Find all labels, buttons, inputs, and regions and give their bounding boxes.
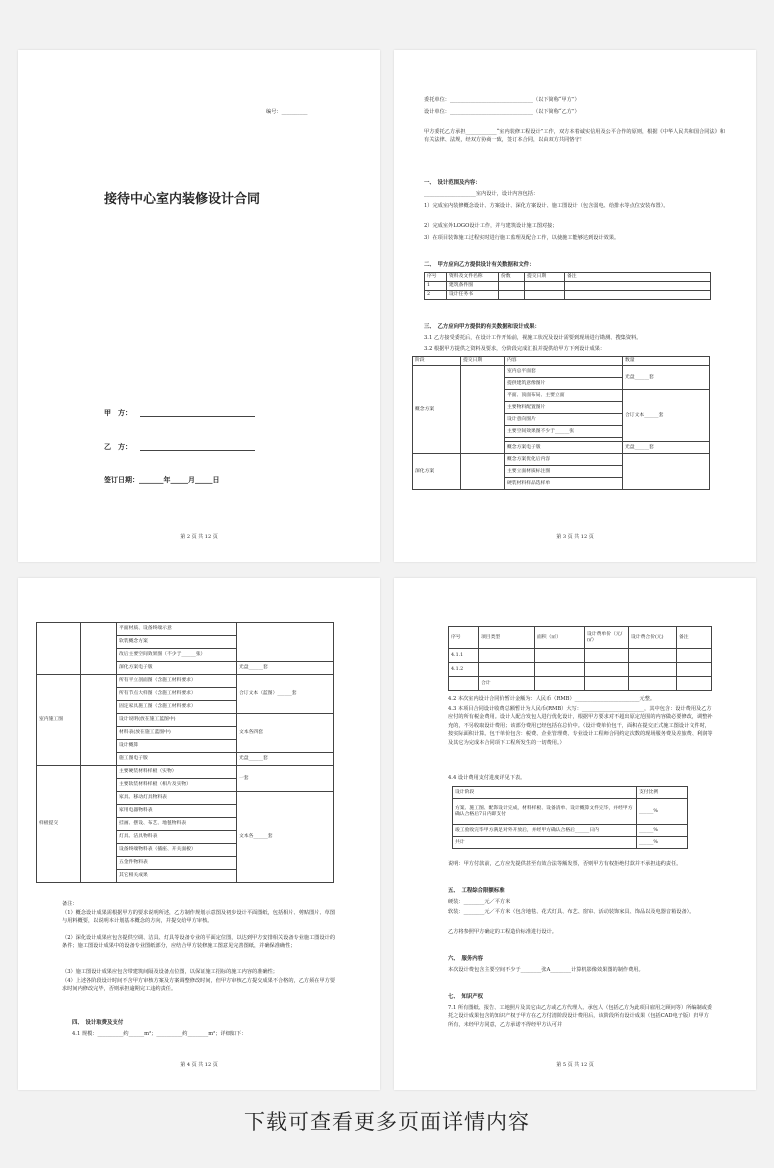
deliverables-table (412, 356, 710, 490)
table-cell: 设计说明(放在施工蓝图中) (117, 714, 237, 727)
table-cell: 家用电器物料表 (117, 805, 237, 818)
table-cell (585, 649, 629, 663)
table-cell (677, 663, 712, 677)
table-cell: 深化方案电子版 (117, 662, 237, 675)
section-5-title: 五、 工程综合限额标准 (448, 888, 505, 894)
table-cell: 灯具、洁具物料表 (117, 831, 237, 844)
stage-concept-label: 概念方案 (415, 406, 435, 412)
table-cell: 主要空间效果图不少于______张 (505, 426, 623, 438)
s6-line-1: 本次设计费包含主要空间不少于________张A________计算机影像效果图的制作费用。 (448, 967, 644, 973)
s1-line-2: 1）完成室内装修概念设计、方案设计、深化方案设计、施工图设计（包含弱电、给排水等点位安装布置）。 (424, 203, 669, 209)
page-footer: 第 4 页 共 12 页 (180, 1062, 218, 1068)
table-header-row (449, 627, 712, 649)
stage-deep-label: 深化方案 (413, 454, 461, 490)
fee-table (448, 626, 712, 691)
table-row (413, 366, 710, 378)
table-cell (525, 282, 565, 291)
section-2-title: 二、 甲方应向乙方提供设计有关数据和文件： (424, 262, 535, 268)
s3-line-2: 3.2 根据甲方提供之资料及要求，分阶段完成汇报并提供给甲方下列设计成果： (424, 346, 606, 352)
client-line: 委托单位：________________________________（以下简称“甲方”） (424, 97, 580, 103)
payment-table (452, 786, 688, 849)
table-cell (565, 291, 711, 300)
table-cell: 五金件物料表 (117, 857, 237, 870)
deliverables-table-continued (36, 622, 334, 883)
table-cell (677, 649, 712, 663)
s1-line-4: 3）在项目装饰施工过程实时进行施工监理及配合工作，以使施工能够达到设计效果。 (424, 235, 620, 241)
table-header-cell: 份数 (499, 273, 525, 282)
note-3: （3）施工图设计成果应包含带建筑间隔及设备点位图，以保证施工招标的施工内容的准确性； (62, 969, 278, 975)
table-cell: 材料表(放在施工蓝图中) (117, 727, 237, 740)
party-b-line (140, 450, 255, 451)
table-cell (535, 663, 585, 677)
contractor-line: 设计单位：________________________________（以下简称“乙方”） (424, 109, 580, 115)
table-cell: 挂画、摆设、布艺、地毯物料表 (117, 818, 237, 831)
table-row (37, 766, 334, 779)
table-header-cell: 设计费合价(元) (629, 627, 677, 649)
table-row (413, 454, 710, 466)
table-cell (81, 766, 117, 883)
party-b-label: 乙 方： (104, 442, 132, 451)
table-cell: 改后主要空间效果图（不少于______张） (117, 649, 237, 662)
table-cell: 文本各四套 (237, 714, 334, 753)
table-cell: 设备终端物料表（插座、开关面板） (117, 844, 237, 857)
table-cell: 其它相关成果 (117, 870, 237, 883)
table-header-cell: 备注 (565, 273, 711, 282)
contract-title: 接待中心室内装修设计合同 (104, 192, 261, 207)
stage-cd-label: 室内施工图 (37, 675, 81, 766)
s5-line-1: 硬装：________元／平方米 (448, 899, 511, 905)
table-row (37, 623, 334, 636)
documents-table (424, 272, 711, 300)
table-row (453, 799, 688, 825)
table-cell (237, 623, 334, 662)
page-cover (18, 50, 380, 562)
table-row (37, 675, 334, 688)
table-cell: 合计 (479, 677, 535, 691)
page-footer: 第 3 页 共 12 页 (556, 534, 594, 540)
table-cell: 主要物料配置图片 (505, 402, 623, 414)
table-cell (623, 454, 710, 490)
table-cell: ______% (637, 825, 688, 837)
table-cell: 提供建筑意像图片 (505, 378, 623, 390)
table-row (449, 649, 712, 663)
table-row (453, 825, 688, 837)
table-header-cell: 阶段 (413, 357, 461, 366)
table-cell: 光盘______套 (237, 753, 334, 766)
table-cell (461, 366, 505, 454)
table-cell: 固定家具施工图（含施工材料要求） (117, 701, 237, 714)
notes-title: 备注： (62, 901, 78, 907)
table-cell: 室内总平面套 (505, 366, 623, 378)
table-row (449, 663, 712, 677)
download-caption[interactable]: 下载可查看更多页面详情内容 (244, 1110, 530, 1134)
table-cell: 概念方案优化后内容 (505, 454, 623, 466)
table-header-cell: 内容 (505, 357, 623, 366)
table-header-row (453, 787, 688, 799)
table-cell (479, 649, 535, 663)
table-header-cell: 设计阶段 (453, 787, 637, 799)
s1-line-3: 2）完成室外LOGO设计工作，并与建筑设计施工图对接； (424, 223, 558, 229)
table-header-row (425, 273, 711, 282)
table-cell: 合订文本（蓝图）______套 (237, 675, 334, 714)
stage-sample-label: 样板提交 (37, 766, 81, 883)
table-cell: 平面材质、设备终端示意 (117, 623, 237, 636)
note-2: （2）深化设计成果应包含提供空调、洁具、灯具等设备专业的平面定位图，以达到甲方安排相关设备专业施工图设计的条件；施工图设计成果中的设备专业图纸部分，应结合甲方装修施工图意见完善图纸，并确保准确性； (62, 935, 336, 950)
table-cell: 光盘______套 (237, 662, 334, 675)
payment-note: 说明：甲方付款前，乙方应先提供甚至有效合法等额发票，否则甲方有权拒绝付款并不承担违约责任。 (448, 861, 682, 867)
party-a-label: 甲 方： (104, 408, 132, 417)
table-header-cell: 备注 (677, 627, 712, 649)
section-4-title: 四、 设计取费及支付 (72, 1020, 124, 1026)
table-cell: 1 (425, 282, 447, 291)
table-cell (629, 663, 677, 677)
note-1: （1）概念设计成果需根据甲方的要求说明所述，乙方制作规划示意图及初步设计平面图纸，包括相片、剪贴图片、草图与用料概要，以说明本计划基本概念的方向，并提交给甲方审核。 (62, 910, 336, 925)
s7-line-1: 7.1 所有图纸、报告、工地照片及其它由乙方或乙方代理人、承包人（包括乙方为此项目雇用之顾问等）所编制或委托之设计成果包含的知识产权于甲方在乙方付清阶段设计费用后，该阶段所有设计成果（包括CAD电子版）归甲方所有，未经甲方同意，乙方承诺不得经甲方认可并 (448, 1005, 713, 1028)
page-footer: 第 2 页 共 12 页 (180, 534, 218, 540)
table-header-cell: 序号 (425, 273, 447, 282)
table-cell: 主要软装材料样板（相片及实物） (117, 779, 237, 792)
payment-intro: 4.4 设计费用支付进度详见下表。 (448, 775, 526, 781)
table-cell (565, 282, 711, 291)
table-cell: 设计任务书 (447, 291, 499, 300)
table-cell (449, 677, 479, 691)
table-cell: 一套 (237, 766, 334, 792)
table-cell: 平面、顶面布局、主要立面 (505, 390, 623, 402)
table-cell: 共计 (453, 837, 637, 849)
table-header-cell: 面积（㎡） (535, 627, 585, 649)
table-header-cell: 设计费单价（元/㎡） (585, 627, 629, 649)
page-deliverables (18, 578, 380, 1090)
table-cell: 施工图电子版 (117, 753, 237, 766)
table-cell: 主要立面材质标注图 (505, 466, 623, 478)
table-row (453, 837, 688, 849)
table-cell (585, 677, 629, 691)
table-cell (461, 454, 505, 490)
table-header-cell: 数量 (623, 357, 710, 366)
table-cell (525, 291, 565, 300)
table-cell: 4.1.1 (449, 649, 479, 663)
table-cell: ______% (637, 799, 688, 825)
table-cell (585, 663, 629, 677)
s4-line-1: 4.1 规模：__________约______m²；__________约________m²；详细如下： (72, 1031, 247, 1037)
page-fees (394, 578, 756, 1090)
table-cell: 家具、移动灯具物料表 (117, 792, 237, 805)
s5-line-2: 软装：________元／平方米（包含地毯、花式灯具、布艺、窗帘、活动装饰家具、饰品以及电器音箱设备）。 (448, 909, 695, 915)
table-cell: 所有节点大样图（含施工材料要求） (117, 688, 237, 701)
table-cell: 建筑条件图 (447, 282, 499, 291)
s1-line-1: ____________________室内设计，设计内容包括： (424, 191, 539, 197)
table-cell (37, 623, 81, 675)
table-header-cell: 支付比例 (637, 787, 688, 799)
page-scope (394, 50, 756, 562)
table-cell: 设计概算 (117, 740, 237, 753)
table-cell (535, 649, 585, 663)
table-cell: 所有平立剖面图（含施工材料要求） (117, 675, 237, 688)
table-cell (677, 677, 712, 691)
table-header-cell: 项目类型 (479, 627, 535, 649)
section-7-title: 七、 知识产权 (448, 994, 484, 1000)
table-cell: 方案、施工图、配饰设计完成，材料样板、设备清单、设计概算文件完毕，并经甲方确认合格后7日内即支付 (453, 799, 637, 825)
table-cell (479, 663, 535, 677)
table-cell: 合订文本______套 (623, 390, 710, 442)
note-4: （4）上述各阶段设计时间不含甲方审核方案及方案调整修改时间，但甲方审核乙方提交成果不合格的，乙方须在甲方要求时间内修改完毕，否则承担逾期完工违约责任。 (62, 978, 336, 993)
table-header-cell: 提交日期 (461, 357, 505, 366)
table-cell (81, 623, 117, 675)
table-cell (535, 677, 585, 691)
table-header-cell: 提交日期 (525, 273, 565, 282)
party-a-line (140, 416, 255, 417)
section-3-title: 三、 乙方应向甲方提供的有关数据和设计成果： (424, 324, 540, 330)
table-row (449, 677, 712, 691)
table-cell: 设计意向图片 (505, 414, 623, 426)
contract-price: 4.2 本次室内设计合同价暂计金额为：人民币（RMB）_________________________元整。 (448, 696, 656, 702)
stage-label (413, 366, 461, 454)
table-cell (499, 282, 525, 291)
table-cell: 概念方案电子版 (505, 442, 623, 454)
table-cell: ______% (637, 837, 688, 849)
table-cell: 光盘______套 (623, 442, 710, 454)
table-row (425, 291, 711, 300)
table-cell (499, 291, 525, 300)
s3-line-1: 3.1 乙方接受委托后，在设计工作开始前，视施工状况及设计需要到现场进行勘测、搜集资料。 (424, 335, 642, 341)
table-cell: 软装概念方案 (117, 636, 237, 649)
contract-number: 编号：__________ (266, 109, 308, 115)
table-cell (629, 649, 677, 663)
table-cell: 4.1.2 (449, 663, 479, 677)
fee-terms: 4.3 本项目合同设计收费总额暂计为人民币(RMB）大写：________________________，其中包含：设计费用及乙方应付的所有税金费用。设计人配合发包人进行优化设计，根据甲方要求对不超出原定范围的内容做必要修改，调整补充的，不另收取设计费用；该部分费用已经包括在总价中。（设计费单价包干，面积在提交正式施工图设计文件时，按实际面积计算。包干单价包含：税费、企业管理费、专业设计工程师合同约定次数的现场服务费及差旅费、利润等及其它为完成本合同项下工程所发生的一切费用。） (448, 706, 713, 746)
table-cell (81, 675, 117, 766)
page-footer: 第 5 页 共 12 页 (556, 1062, 594, 1068)
s5-line-3: 乙方将参照甲方确定的工程造价标准进行设计。 (448, 929, 557, 935)
table-header-cell: 序号 (449, 627, 479, 649)
table-cell: 2 (425, 291, 447, 300)
intro-paragraph: 甲方委托乙方承担____________“室内装修工程设计”工作，双方本着诚实信用及公平合作的原则，根据《中华人民共和国合同法》和有关法律、法规，经双方协商一致，签订本合同，以由双方共同恪守！ (424, 129, 725, 144)
table-cell (629, 677, 677, 691)
table-cell: 光盘______套 (623, 366, 710, 390)
table-cell: 硬装材料样品选样单 (505, 478, 623, 490)
table-row (425, 282, 711, 291)
section-6-title: 六、 服务内容 (448, 956, 484, 962)
table-header-cell: 资料及文件名称 (447, 273, 499, 282)
sign-date: 签订日期：_______年_____月_____日 (104, 475, 220, 484)
table-header-row (413, 357, 710, 366)
table-cell: 竣工验收完毕甲方满足对外开放后，并经甲方确认合格后______日内 (453, 825, 637, 837)
table-cell: 主要硬装材料样板（实物） (117, 766, 237, 779)
table-cell: 文本各______套 (237, 792, 334, 883)
section-1-title: 一、 设计范围及内容： (424, 180, 481, 186)
